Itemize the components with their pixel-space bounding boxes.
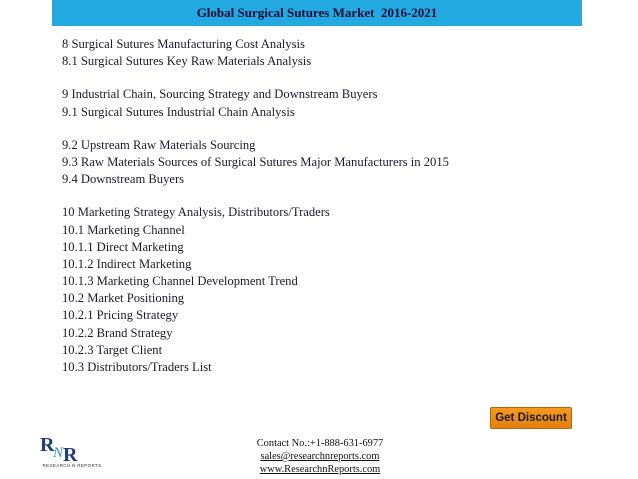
toc-item: 10.2.3 Target Client [62,342,163,357]
toc-item: 8 Surgical Sutures Manufacturing Cost Analysis [62,37,305,51]
toc-item: 9.1 Surgical Sutures Industrial Chain Analysis [62,104,295,119]
toc-item: 9.2 Upstream Raw Materials Sourcing [62,137,256,152]
svg-text:R: R [63,444,78,466]
contact-phone: Contact No.:+1-888-631-6977 [256,438,384,449]
contact-email-link[interactable]: sales@researchnreports.com [260,451,380,462]
toc-item: 9.4 Downstream Buyers [62,172,185,187]
toc-item: 10.1.1 Direct Marketing [62,239,184,254]
rnr-logo-icon [30,431,110,475]
svg-text:R: R [40,434,55,456]
get-discount-button[interactable]: Get Discount [490,407,572,429]
toc-item: 10.2.2 Brand Strategy [62,325,173,340]
toc-item: 10.3 Distributors/Traders List [62,360,212,374]
toc-spacer [62,70,622,86]
table-of-contents [62,36,622,376]
page-title: Global Surgical Sutures Market 2016-2021 [196,5,438,20]
toc-item: 10.1.3 Marketing Channel Development Trend [62,274,298,289]
header-bar [52,0,582,26]
toc-item: 10 Marketing Strategy Analysis, Distributors/Traders [62,205,330,220]
toc-item: 8.1 Surgical Sutures Key Raw Materials Analysis [62,54,312,69]
toc-item: 9 Industrial Chain, Sourcing Strategy and Downstream Buyers [62,87,378,102]
toc-item: 10.1.2 Indirect Marketing [62,256,192,271]
toc-spacer [62,188,622,204]
toc-spacer [62,121,622,137]
toc-item: 9.3 Raw Materials Sources of Surgical Sutures Major Manufacturers in 2015 [62,154,449,169]
logo-caption: RESEARCH N REPORTS [42,463,102,468]
toc-item: 10.1 Marketing Channel [62,222,185,237]
svg-text:N: N [53,445,64,461]
toc-item: 10.2.1 Pricing Strategy [62,308,179,323]
toc-item: 10.2 Market Positioning [62,291,185,306]
contact-info [230,437,410,476]
contact-website-link[interactable]: www.ResearchnReports.com [259,464,381,475]
